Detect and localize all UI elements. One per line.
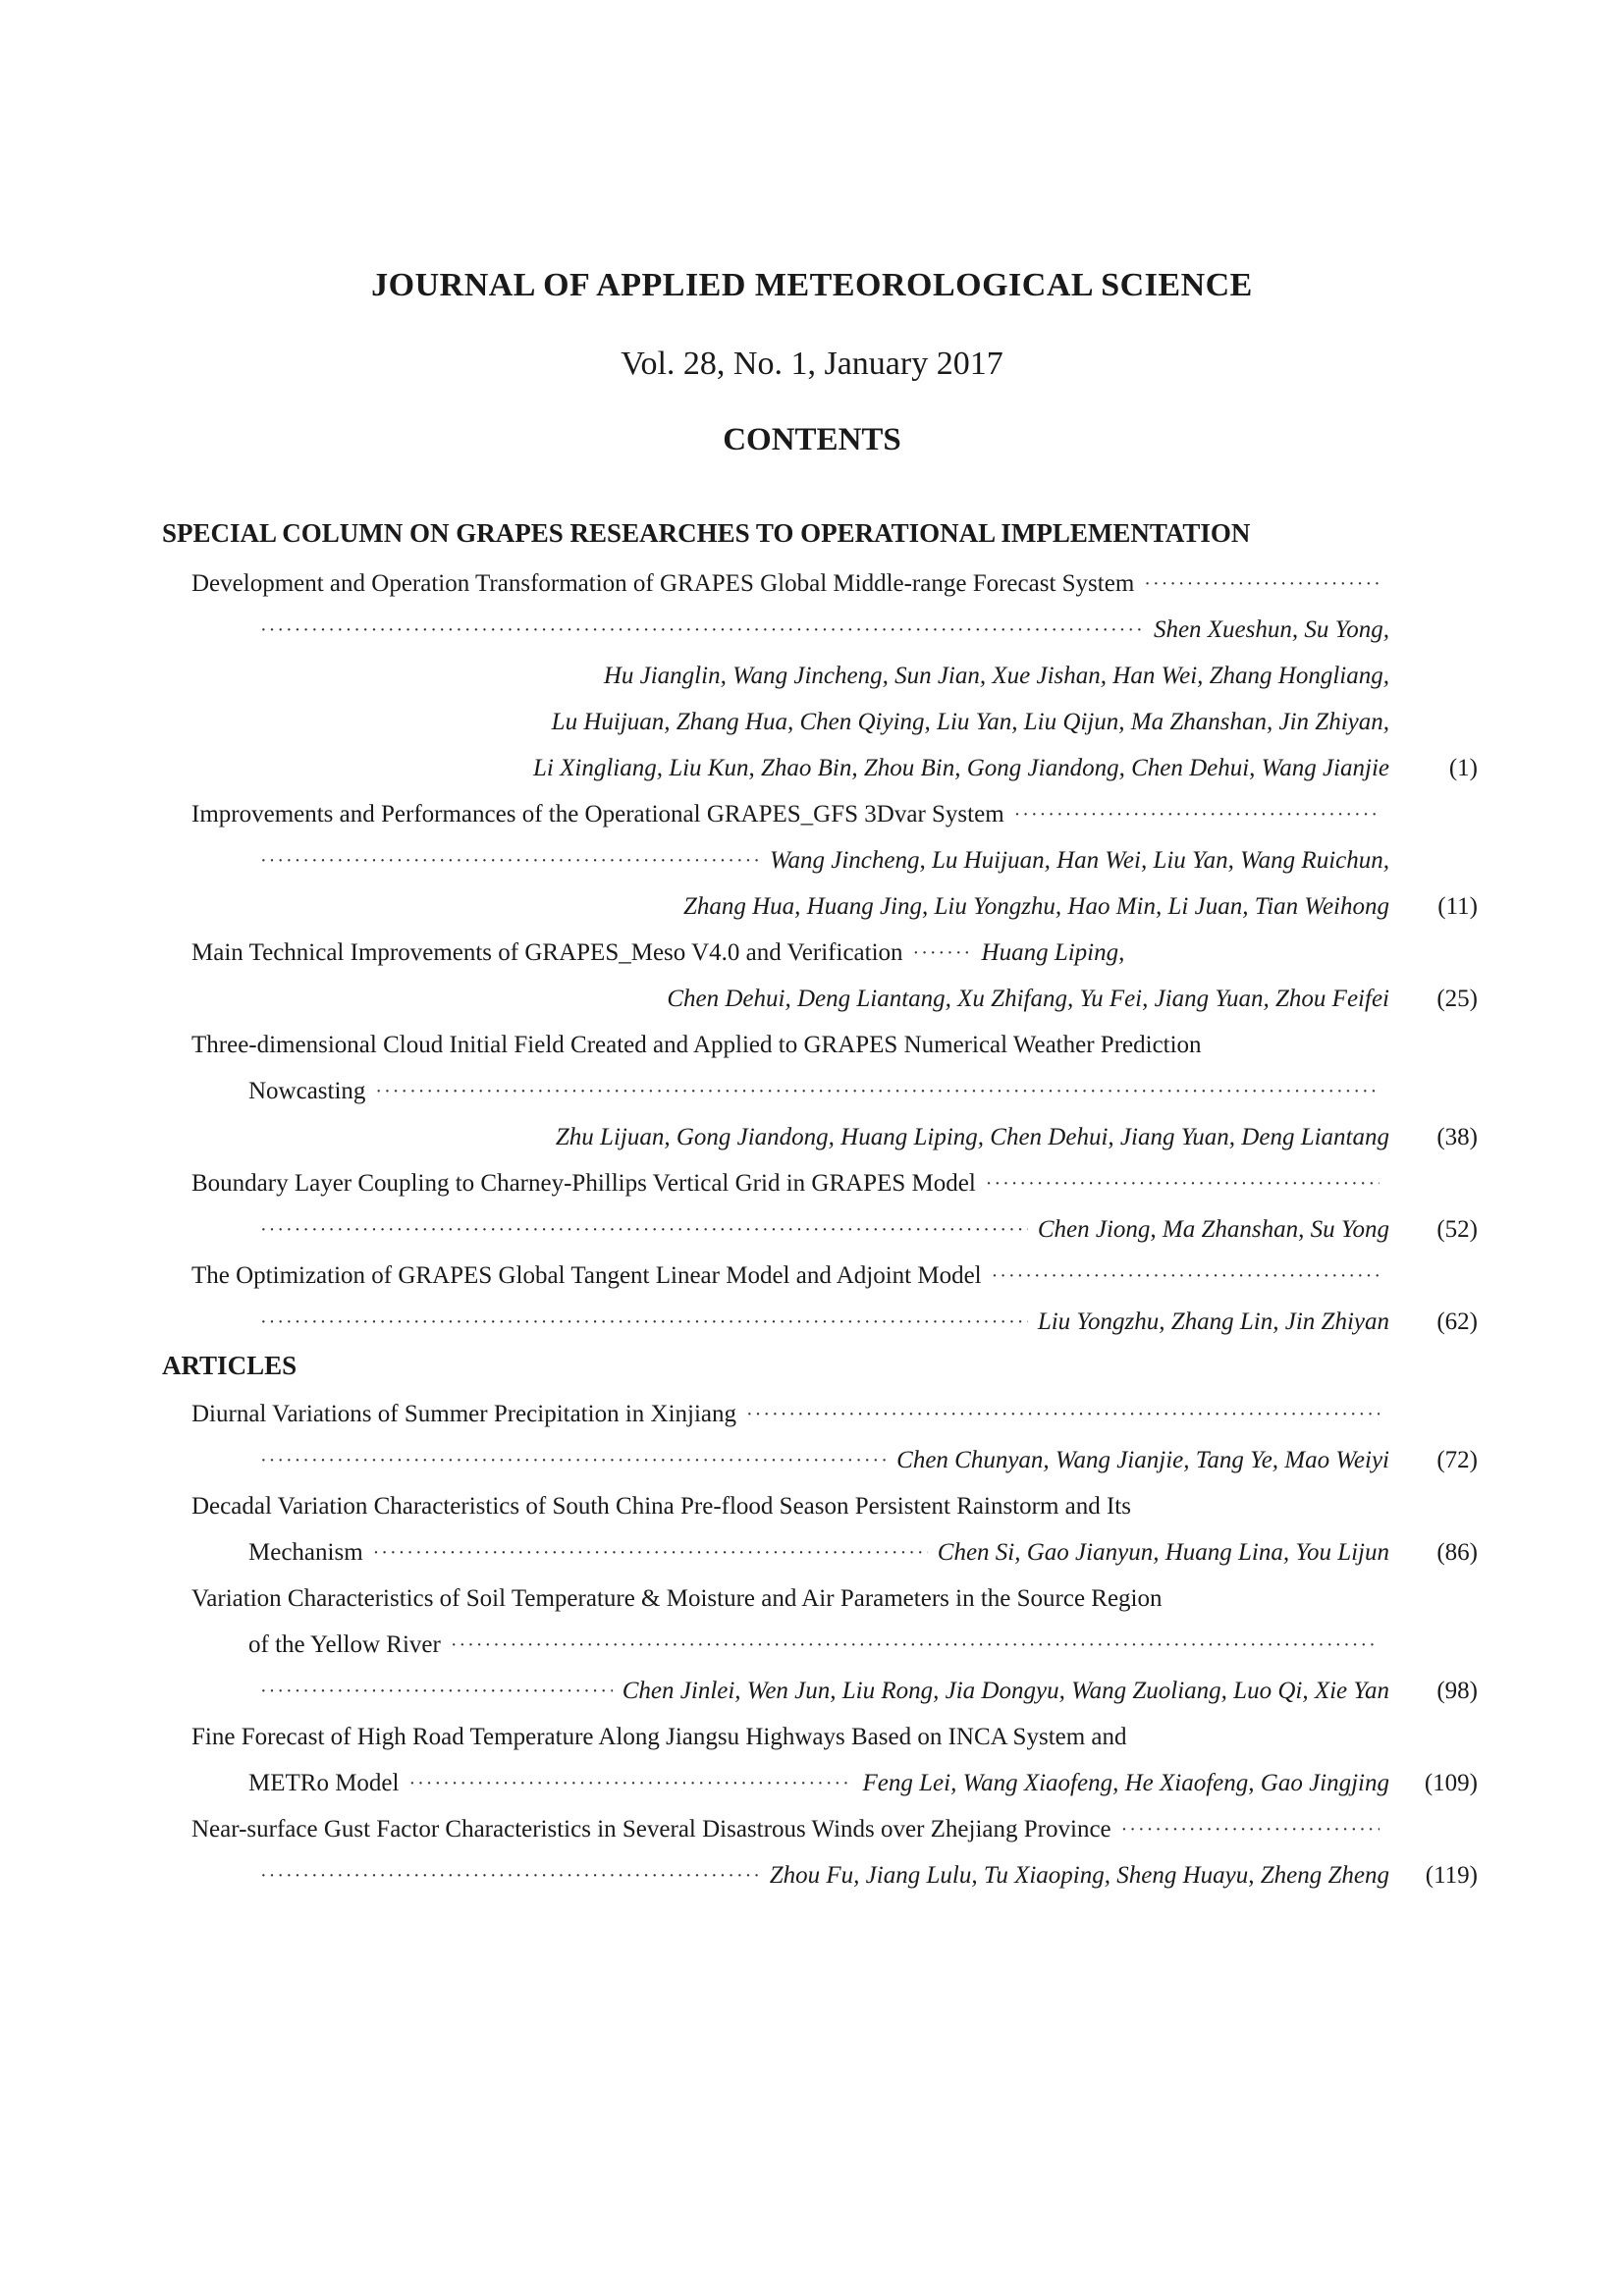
leader-dots bbox=[1121, 1810, 1380, 1849]
entry-page-number: (98) bbox=[1436, 1678, 1478, 1704]
entry-page-number: (86) bbox=[1436, 1539, 1478, 1566]
entry-author-line bbox=[250, 1672, 1389, 1711]
leader-dots bbox=[1144, 564, 1380, 604]
leader-dots bbox=[373, 1533, 928, 1573]
entry-page-number: (119) bbox=[1425, 1862, 1478, 1889]
entry-title: Mechanism bbox=[248, 1539, 363, 1566]
entry-page-number: (72) bbox=[1436, 1447, 1478, 1473]
entry-authors: Chen Jiong, Ma Zhanshan, Su Yong bbox=[1037, 1216, 1389, 1243]
entry-title: Development and Operation Transformation of GRAPES Global Middle-range Forecast System bbox=[191, 570, 1135, 597]
entry-page-number: (109) bbox=[1424, 1770, 1478, 1796]
entry-title: Nowcasting bbox=[248, 1078, 366, 1104]
entry-title-line bbox=[191, 1810, 1389, 1849]
leader-dots bbox=[746, 1395, 1380, 1434]
entry-title-line bbox=[191, 795, 1389, 834]
leader-dots bbox=[260, 1210, 1028, 1250]
leader-dots bbox=[986, 1164, 1380, 1203]
entry-title: Improvements and Performances of the Operational GRAPES_GFS 3Dvar System bbox=[191, 801, 1004, 828]
entry-title: The Optimization of GRAPES Global Tangent Linear Model and Adjoint Model bbox=[191, 1262, 982, 1289]
entry-title: Main Technical Improvements of GRAPES_Meso V4.0 and Verification bbox=[191, 939, 903, 966]
entry-title: Variation Characteristics of Soil Temperature & Moisture and Air Parameters in the Source Region bbox=[191, 1585, 1163, 1612]
entry-title: Three-dimensional Cloud Initial Field Created and Applied to GRAPES Numerical Weather Prediction bbox=[191, 1032, 1202, 1058]
leader-dots bbox=[992, 1256, 1380, 1296]
leader-dots bbox=[260, 1672, 613, 1711]
entry-title: Fine Forecast of High Road Temperature Along Jiangsu Highways Based on INCA System and bbox=[191, 1724, 1127, 1750]
entry-title: Decadal Variation Characteristics of South China Pre-flood Season Persistent Rainstorm and Its bbox=[191, 1493, 1131, 1520]
issue-line: Vol. 28, No. 1, January 2017 bbox=[621, 346, 1003, 382]
leader-dots bbox=[1014, 795, 1380, 834]
entry-authors: Lu Huijuan, Zhang Hua, Chen Qiying, Liu Yan, Liu Qijun, Ma Zhanshan, Jin Zhiyan, bbox=[551, 709, 1389, 735]
entry-title-line bbox=[248, 1626, 1389, 1665]
leader-dots bbox=[260, 1303, 1028, 1342]
entry-authors: Zhang Hua, Huang Jing, Liu Yongzhu, Hao Min, Li Juan, Tian Weihong bbox=[682, 893, 1389, 920]
contents-heading: CONTENTS bbox=[723, 422, 901, 457]
special-column-heading: SPECIAL COLUMN ON GRAPES RESEARCHES TO OPERATIONAL IMPLEMENTATION bbox=[162, 518, 1251, 548]
entry-page-number: (38) bbox=[1436, 1124, 1478, 1150]
entry-authors: Huang Liping, bbox=[981, 939, 1125, 966]
leader-dots bbox=[260, 841, 760, 881]
entry-authors: Wang Jincheng, Lu Huijuan, Han Wei, Liu Yan, Wang Ruichun, bbox=[769, 847, 1389, 874]
entry-title-line bbox=[248, 1533, 1389, 1573]
entry-author-line bbox=[250, 1210, 1389, 1250]
entry-authors: Liu Yongzhu, Zhang Lin, Jin Zhiyan bbox=[1037, 1308, 1389, 1335]
entry-authors: Chen Dehui, Deng Liantang, Xu Zhifang, Yu Fei, Jiang Yuan, Zhou Feifei bbox=[667, 986, 1389, 1012]
entry-author-line bbox=[250, 1303, 1389, 1342]
leader-dots bbox=[260, 1856, 760, 1896]
entry-title-line bbox=[248, 1072, 1389, 1111]
entry-authors: Chen Jinlei, Wen Jun, Liu Rong, Jia Dongyu, Wang Zuoliang, Luo Qi, Xie Yan bbox=[622, 1678, 1389, 1704]
entry-authors: Chen Si, Gao Jianyun, Huang Lina, You Lijun bbox=[937, 1539, 1389, 1566]
entry-authors: Shen Xueshun, Su Yong, bbox=[1153, 616, 1389, 643]
entry-title-line bbox=[191, 1164, 1389, 1203]
entry-page-number: (62) bbox=[1436, 1308, 1478, 1335]
entry-page-number: (52) bbox=[1436, 1216, 1478, 1243]
leader-dots bbox=[375, 1072, 1380, 1111]
entry-title: of the Yellow River bbox=[248, 1631, 441, 1658]
leader-dots bbox=[260, 1441, 887, 1480]
entry-title: Near-surface Gust Factor Characteristics in Several Disastrous Winds over Zhejiang Province bbox=[191, 1816, 1111, 1842]
entry-page-number: (25) bbox=[1436, 986, 1478, 1012]
entry-author-line bbox=[250, 1441, 1389, 1480]
entry-authors: Hu Jianglin, Wang Jincheng, Sun Jian, Xue Jishan, Han Wei, Zhang Hongliang, bbox=[603, 663, 1389, 689]
entry-title-line bbox=[191, 934, 1389, 973]
leader-dots bbox=[260, 611, 1144, 650]
entry-authors: Zhu Lijuan, Gong Jiandong, Huang Liping, Chen Dehui, Jiang Yuan, Deng Liantang bbox=[555, 1124, 1389, 1150]
leader-dots bbox=[913, 934, 972, 973]
entry-author-line bbox=[250, 841, 1389, 881]
entry-authors: Chen Chunyan, Wang Jianjie, Tang Ye, Mao Weiyi bbox=[896, 1447, 1389, 1473]
leader-dots bbox=[408, 1764, 852, 1803]
entry-author-line bbox=[250, 611, 1389, 650]
entry-title-line bbox=[248, 1764, 1389, 1803]
entry-authors: Zhou Fu, Jiang Lulu, Tu Xiaoping, Sheng Huayu, Zheng Zheng bbox=[769, 1862, 1389, 1889]
entry-authors: Feng Lei, Wang Xiaofeng, He Xiaofeng, Gao Jingjing bbox=[862, 1770, 1389, 1796]
entry-authors: Li Xingliang, Liu Kun, Zhao Bin, Zhou Bin, Gong Jiandong, Chen Dehui, Wang Jianjie bbox=[533, 755, 1389, 781]
leader-dots bbox=[451, 1626, 1380, 1665]
entry-title-line bbox=[191, 564, 1389, 604]
entry-author-line bbox=[250, 1856, 1389, 1896]
journal-title: JOURNAL OF APPLIED METEOROLOGICAL SCIENCE bbox=[371, 267, 1253, 303]
entry-title: Boundary Layer Coupling to Charney-Phillips Vertical Grid in GRAPES Model bbox=[191, 1170, 976, 1197]
entry-title-line bbox=[191, 1256, 1389, 1296]
entry-page-number: (1) bbox=[1448, 755, 1478, 781]
entry-title: Diurnal Variations of Summer Precipitation in Xinjiang bbox=[191, 1401, 737, 1427]
entry-title-line bbox=[191, 1395, 1389, 1434]
entry-title: METRo Model bbox=[248, 1770, 400, 1796]
articles-heading: ARTICLES bbox=[162, 1351, 298, 1380]
entry-page-number: (11) bbox=[1437, 893, 1478, 920]
